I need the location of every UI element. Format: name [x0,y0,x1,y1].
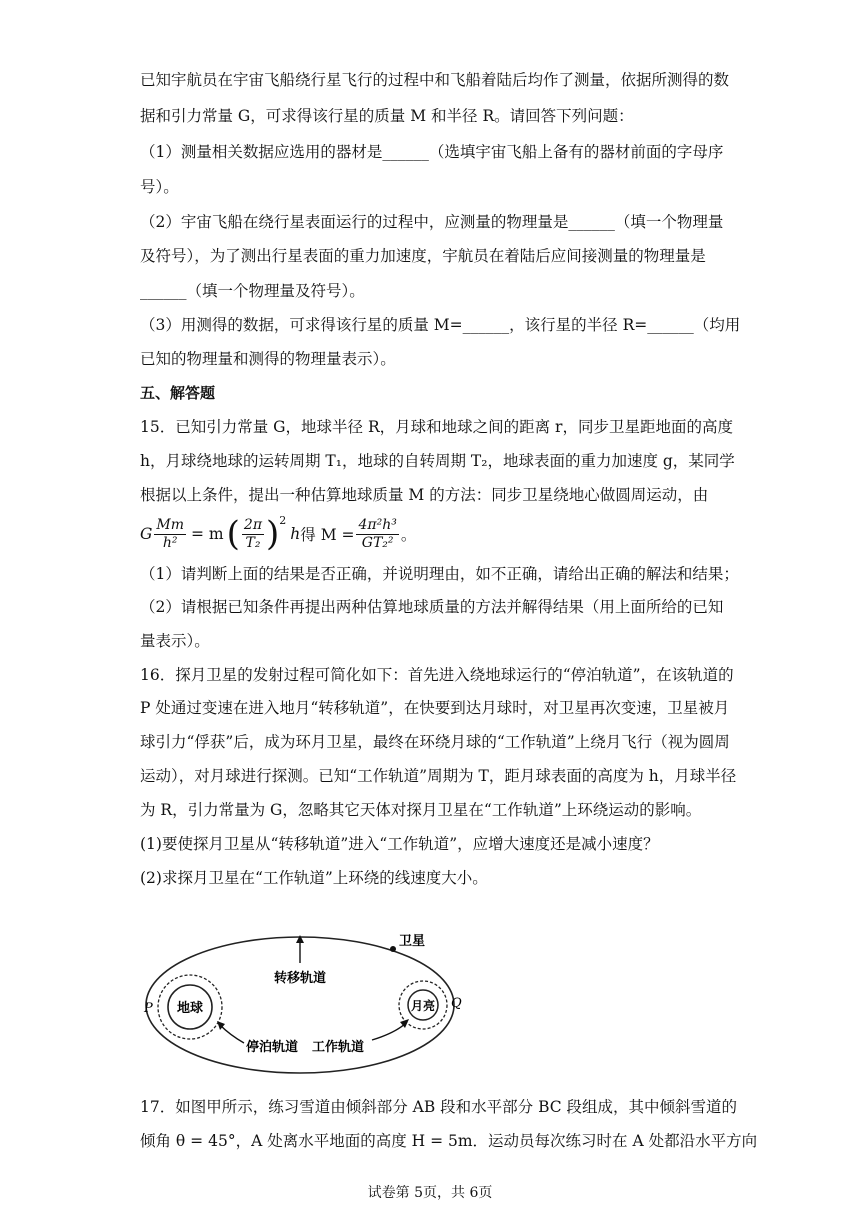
formula-inner-numerator: 2π [243,516,263,533]
formula-eq: = m [191,525,224,543]
text-line: 已知宇航员在宇宙飞船绕行星飞行的过程中和飞船着陆后均作了测量，依据所测得的数 [140,71,730,89]
question-15-part-2: （2）请根据已知条件再提出两种估算地球质量的方法并解得结果（用上面所给的已知 [140,598,724,616]
formula-rhs-numerator: 4π²h³ [358,516,397,533]
formula-exponent: 2 [279,514,287,527]
page-footer: 试卷第 5页，共 6页 [367,1185,493,1201]
formula-end: 。 [400,526,417,544]
text-line: 据和引力常量 G，可求得该行星的质量 M 和半径 R。请回答下列问题： [140,107,634,125]
question-14-part-1: （1）测量相关数据应选用的器材是______（选填宇宙飞船上备有的器材前面的字母序 [140,143,724,161]
question-16-part-2: (2)求探月卫星在“工作轨道”上环绕的线速度大小。 [140,869,488,887]
question-15-part-1: （1）请判断上面的结果是否正确，并说明理由，如不正确，请给出正确的解法和结果； [140,565,739,583]
formula-lhs-fraction [154,517,186,552]
transfer-arrow-head [296,935,304,943]
working-orbit-label: 工作轨道 [312,1040,365,1055]
text-line: 倾角 θ = 45°，A 处离水平地面的高度 H = 5m．运动员每次练习时在 A 处都沿水平方向 [140,1132,758,1150]
text-line: 量表示）。 [140,632,210,650]
section-heading: 五、解答题 [140,384,216,402]
point-p-label: P [144,1001,153,1016]
text-line: P 处通过变速在进入地月“转移轨道”，在快要到达月球时，对卫星再次变速，卫星被月 [140,699,730,717]
text-line: 及符号），为了测出行星表面的重力加速度，宇航员在着陆后应间接测量的物理量是 [140,247,706,265]
transfer-orbit-label: 转移轨道 [273,971,327,986]
formula-lhs-numerator: Mm [156,516,185,533]
formula-mid: 得 M = [300,526,355,544]
question-14-part-2: （2）宇宙飞船在绕行星表面运行的过程中，应测量的物理量是______（填一个物理量 [140,213,724,231]
working-arrow-line [372,1023,406,1040]
formula-left-paren: ( [226,514,240,554]
question-16: 16．探月卫星的发射过程可简化如下：首先进入绕地球运行的“停泊轨道”，在该轨道的 [140,666,734,684]
point-q-label: Q [451,996,462,1011]
moon-label: 月亮 [410,999,436,1013]
question-16-part-1: (1)要使探月卫星从“转移轨道”进入“工作轨道”，应增大速度还是减小速度？ [140,835,659,853]
parking-orbit-label: 停泊轨道 [246,1040,299,1055]
text-line: 运动），对月球进行探测。已知“工作轨道”周期为 T，距月球表面的高度为 h，月球半径 [140,767,737,785]
formula-inner-fraction [242,517,264,552]
text-line: 号）。 [140,178,179,196]
earth-label: 地球 [176,1001,204,1016]
gravitation-formula [140,512,416,556]
parking-arrow-line [220,1025,244,1043]
satellite-label: 卫星 [399,934,426,949]
formula-inner-denominator: T₂ [245,534,261,551]
formula-g: G [140,525,153,543]
question-15: 15．已知引力常量 G，地球半径 R，月球和地球之间的距离 r，同步卫星距地面的高度 [140,418,733,436]
formula-rhs-denominator: GT₂² [361,534,394,551]
formula-lhs-denominator: h² [162,534,178,551]
text-line: 为 R，引力常量为 G，忽略其它天体对探月卫星在“工作轨道”上环绕运动的影响。 [140,801,702,819]
satellite-dot [390,946,396,952]
text-line: 球引力“俘获”后，成为环月卫星，最终在环绕月球的“工作轨道”上绕月飞行（视为圆周 [140,733,730,751]
formula-h: h [290,525,301,543]
text-line: 已知的物理量和测得的物理量表示）。 [140,350,396,368]
formula-rhs-fraction [356,517,398,552]
question-17: 17．如图甲所示，练习雪道由倾斜部分 AB 段和水平部分 BC 段组成，其中倾斜雪道的 [140,1098,738,1116]
question-14-part-3: （3）用测得的数据，可求得该行星的质量 M=______，该行星的半径 R=______（均用 [140,316,741,334]
text-line: h，月球绕地球的运转周期 T₁，地球的自转周期 T₂，地球表面的重力加速度 g，某同学 [140,452,735,470]
formula-right-paren: ) [266,514,280,554]
text-line: ______（填一个物理量及符号）。 [140,282,365,300]
orbit-diagram [140,925,470,1075]
text-line: 根据以上条件，提出一种估算地球质量 M 的方法：同步卫星绕地心做圆周运动，由 [140,486,709,504]
